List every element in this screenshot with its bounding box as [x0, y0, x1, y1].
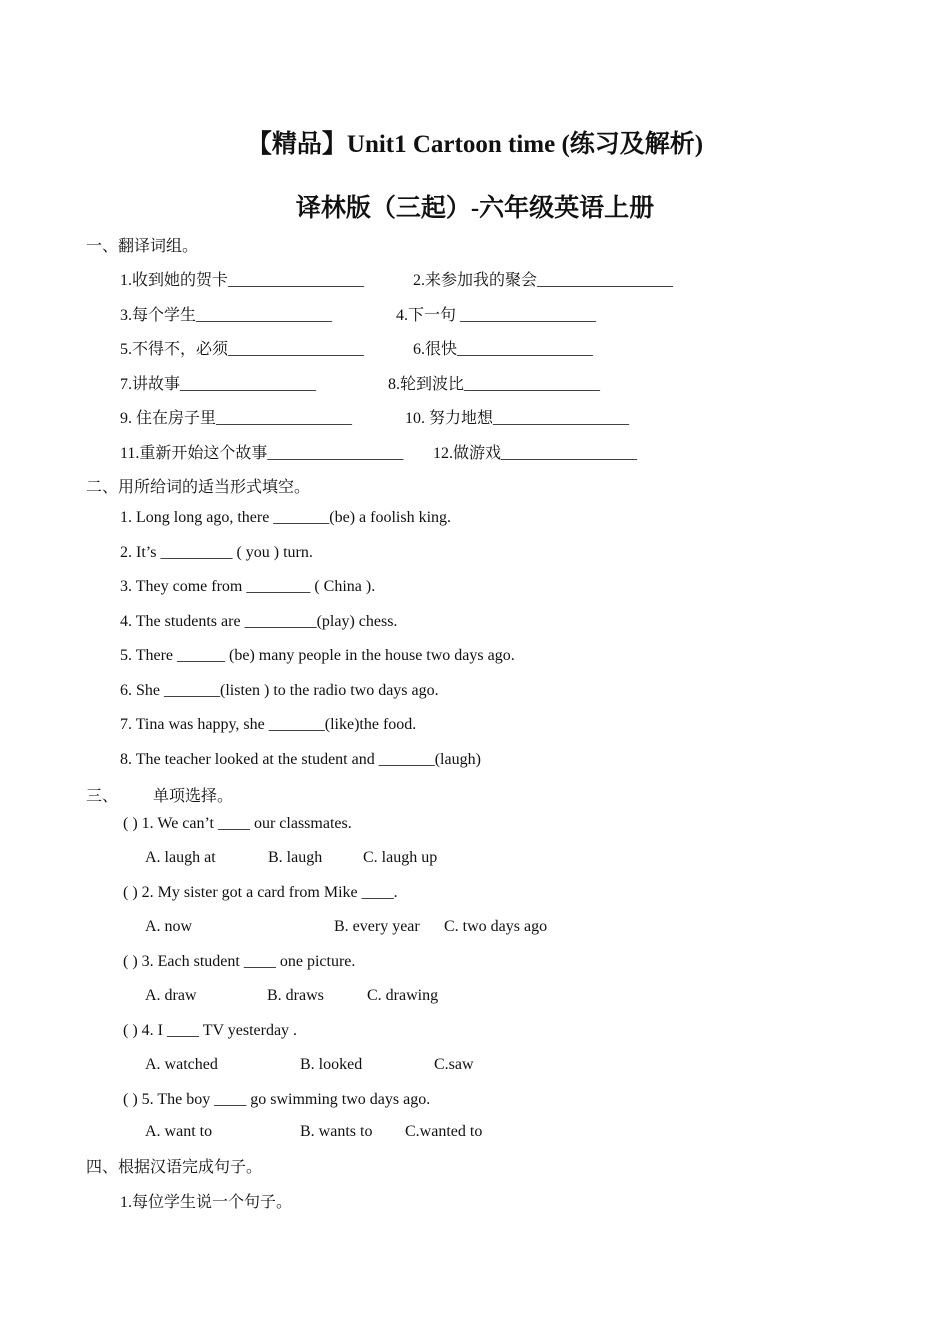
fill-blank-item: 6. She _______(listen ) to the radio two days ago.	[120, 682, 439, 699]
translation-item: 12.做游戏_________________	[433, 445, 638, 462]
sentence-item: 1.每位学生说一个句子。	[120, 1194, 293, 1211]
translation-item: 8.轮到波比_________________	[388, 376, 601, 393]
mc-option: C. drawing	[367, 987, 439, 1004]
fill-blank-item: 1. Long long ago, there _______(be) a foolish king.	[120, 509, 452, 526]
mc-option: A. now	[145, 918, 193, 935]
mc-question: ( ) 3. Each student ____ one picture.	[123, 953, 356, 970]
section-3-heading-number: 三、	[86, 788, 119, 805]
fill-blank-item: 2. It’s _________ ( you ) turn.	[120, 544, 313, 561]
mc-option: C. laugh up	[363, 849, 438, 866]
mc-question: ( ) 1. We can’t ____ our classmates.	[123, 815, 352, 832]
mc-option: B. wants to	[300, 1123, 373, 1140]
mc-option: B. draws	[267, 987, 324, 1004]
translation-item: 2.来参加我的聚会_________________	[413, 272, 674, 289]
translation-item: 11.重新开始这个故事_________________	[120, 445, 404, 462]
section-4-heading: 四、根据汉语完成句子。	[86, 1159, 263, 1176]
translation-item: 6.很快_________________	[413, 341, 594, 358]
fill-blank-item: 5. There ______ (be) many people in the house two days ago.	[120, 647, 515, 664]
section-3-heading: 单项选择。	[153, 788, 234, 805]
mc-option: A. want to	[145, 1123, 213, 1140]
translation-item: 1.收到她的贺卡_________________	[120, 272, 365, 289]
mc-option: B. looked	[300, 1056, 363, 1073]
mc-option: A. laugh at	[145, 849, 216, 866]
translation-item: 7.讲故事_________________	[120, 376, 317, 393]
fill-blank-item: 7. Tina was happy, she _______(like)the food.	[120, 716, 417, 733]
mc-option: A. watched	[145, 1056, 218, 1073]
mc-question: ( ) 5. The boy ____ go swimming two days ago.	[123, 1091, 431, 1108]
fill-blank-item: 8. The teacher looked at the student and _______(laugh)	[120, 751, 481, 768]
fill-blank-item: 4. The students are _________(play) chess.	[120, 613, 398, 630]
translation-item: 9. 住在房子里_________________	[120, 410, 353, 427]
mc-option: B. every year	[334, 918, 420, 935]
section-2-heading: 二、用所给词的适当形式填空。	[86, 479, 311, 496]
translation-item: 4.下一句 _________________	[396, 307, 597, 324]
mc-option: B. laugh	[268, 849, 323, 866]
document-subtitle: 译林版（三起）-六年级英语上册	[295, 195, 655, 222]
section-1-heading: 一、翻译词组。	[86, 238, 199, 255]
mc-question: ( ) 2. My sister got a card from Mike ____.	[123, 884, 398, 901]
mc-option: C. two days ago	[444, 918, 548, 935]
translation-item: 10. 努力地想_________________	[405, 410, 630, 427]
mc-option: C.saw	[434, 1056, 474, 1073]
fill-blank-item: 3. They come from ________ ( China ).	[120, 578, 376, 595]
translation-item: 3.每个学生_________________	[120, 307, 333, 324]
document-title: 【精品】Unit1 Cartoon time (练习及解析)	[246, 131, 704, 158]
mc-option: A. draw	[145, 987, 197, 1004]
translation-item: 5.不得不，必须_________________	[120, 341, 365, 358]
mc-option: C.wanted to	[405, 1123, 483, 1140]
mc-question: ( ) 4. I ____ TV yesterday .	[123, 1022, 298, 1039]
